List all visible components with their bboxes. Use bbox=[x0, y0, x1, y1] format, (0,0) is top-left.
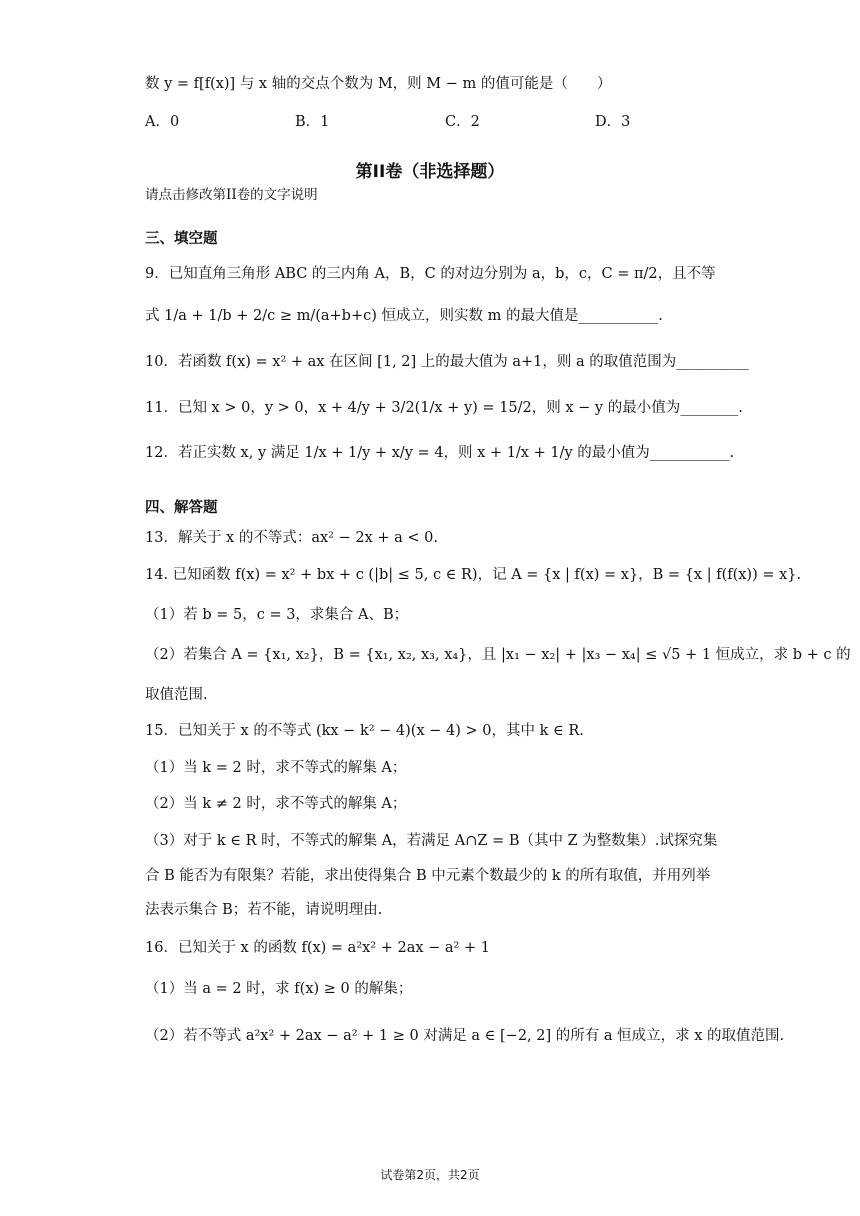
question-15-part-3-line-1: （3）对于 k ∈ R 时，不等式的解集 A，若满足 A∩Z = B（其中 Z 为整数集）.试探究集 bbox=[145, 833, 718, 849]
question-15-part-3-line-3: 法表示集合 B；若不能，请说明理由. bbox=[145, 902, 383, 918]
question-15-part-2: （2）当 k ≠ 2 时，求不等式的解集 A； bbox=[145, 796, 407, 812]
section-3-heading: 三、填空题 bbox=[145, 231, 218, 247]
option-a: A．0 bbox=[145, 114, 180, 130]
page-footer: 试卷第2页，共2页 bbox=[380, 1168, 480, 1182]
option-d: D．3 bbox=[595, 114, 631, 130]
question-8-tail: 数 y = f[f(x)] 与 x 轴的交点个数为 M，则 M − m 的值可能是（ ） bbox=[145, 76, 612, 92]
question-14: 14. 已知函数 f(x) = x² + bx + c (|b| ≤ 5, c ∈ R)，记 A = {x | f(x) = x}，B = {x | f(f(x)) = x}. bbox=[145, 567, 802, 583]
question-13: 13．解关于 x 的不等式：ax² − 2x + a < 0. bbox=[145, 530, 438, 546]
option-c: C．2 bbox=[445, 114, 480, 130]
part-2-title: 第II卷（非选择题） bbox=[355, 162, 505, 182]
question-16: 16．已知关于 x 的函数 f(x) = a²x² + 2ax − a² + 1 bbox=[145, 940, 490, 956]
question-16-part-1: （1）当 a = 2 时，求 f(x) ≥ 0 的解集； bbox=[145, 981, 413, 997]
part-2-note: 请点击修改第II卷的文字说明 bbox=[145, 187, 318, 203]
question-11: 11．已知 x > 0，y > 0，x + 4/y + 3/2(1/x + y) = 15/2，则 x − y 的最小值为________. bbox=[145, 400, 743, 416]
option-b: B．1 bbox=[295, 114, 330, 130]
question-15-part-1: （1）当 k = 2 时，求不等式的解集 A； bbox=[145, 760, 407, 776]
question-15-part-3-line-2: 合 B 能否为有限集？若能，求出使得集合 B 中元素个数最少的 k 的所有取值，并用列举 bbox=[145, 868, 711, 884]
question-15: 15．已知关于 x 的不等式 (kx − k² − 4)(x − 4) > 0，其中 k ∈ R. bbox=[145, 723, 584, 739]
question-10: 10．若函数 f(x) = x² + ax 在区间 [1, 2] 上的最大值为 a+1，则 a 的取值范围为__________ bbox=[145, 354, 749, 370]
question-14-part-1: （1）若 b = 5，c = 3，求集合 A、B； bbox=[145, 607, 409, 623]
question-16-part-2: （2）若不等式 a²x² + 2ax − a² + 1 ≥ 0 对满足 a ∈ [−2, 2] 的所有 a 恒成立，求 x 的取值范围. bbox=[145, 1028, 785, 1044]
question-14-part-2-tail: 取值范围. bbox=[145, 687, 208, 703]
section-4-heading: 四、解答题 bbox=[145, 500, 218, 516]
question-9-line-1: 9．已知直角三角形 ABC 的三内角 A，B，C 的对边分别为 a，b，c，C = π/2，且不等 bbox=[145, 266, 716, 282]
question-14-part-2: （2）若集合 A = {x₁, x₂}，B = {x₁, x₂, x₃, x₄}，且 |x₁ − x₂| + |x₃ − x₄| ≤ √5 + 1 恒成立，求 b + c 的 bbox=[145, 647, 851, 663]
question-9-line-2: 式 1/a + 1/b + 2/c ≥ m/(a+b+c) 恒成立，则实数 m 的最大值是___________. bbox=[145, 308, 663, 324]
question-12: 12．若正实数 x, y 满足 1/x + 1/y + x/y = 4，则 x + 1/x + 1/y 的最小值为___________. bbox=[145, 445, 735, 461]
